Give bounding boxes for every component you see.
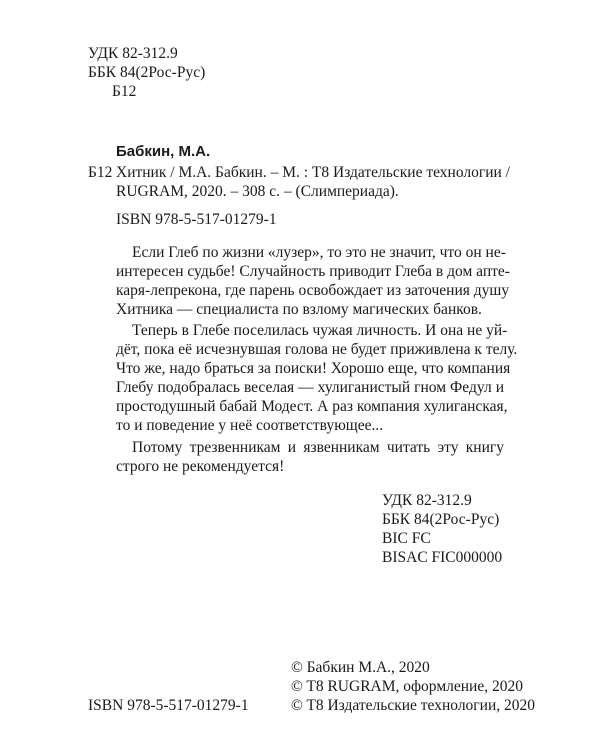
- classification-bbk: ББК 84(2Рос-Рус): [382, 511, 500, 528]
- annotation-line: Если Глеб по жизни «лузер», то это не значит, что он не-: [132, 244, 506, 261]
- top-author-mark: Б12: [112, 83, 137, 100]
- catalog-title-line: RUGRAM, 2020. – 308 с. – (Слимпериада).: [116, 183, 399, 200]
- annotation-line: дёт, пока её исчезнувшая голова не будет приживлена к телу.: [116, 341, 518, 358]
- classification-udk: УДК 82-312.9: [382, 492, 472, 509]
- annotation-line: то и поведение у неё соответствующее...: [116, 417, 384, 434]
- classification-bisac: BISAC FIC000000: [382, 549, 503, 566]
- top-bbk-code: ББК 84(2Рос-Рус): [88, 64, 206, 81]
- classification-bic: BIC FC: [382, 530, 431, 547]
- annotation-line: Хитника — специалиста по взлому магических банков.: [116, 301, 482, 318]
- top-codes-block: [88, 44, 205, 101]
- copyright-line: © T8 Издательские технологии, 2020: [291, 697, 536, 714]
- annotation-line: Теперь в Глебе поселилась чужая личность. И она не уй-: [132, 322, 508, 339]
- copyright-block: [291, 658, 535, 715]
- annotation-line: Что же, надо браться за поиски! Хорошо еще, что компания: [116, 360, 511, 377]
- author-heading: Бабкин, М.А.: [116, 143, 211, 160]
- annotation-line: интересен судьбе! Случайность приводит Глеба в дом апте-: [116, 263, 510, 280]
- annotation-line: Глебу подобралась веселая — хулиганистый гном Федул и: [116, 379, 504, 396]
- annotation-line: строго не рекомендуется!: [116, 458, 285, 475]
- annotation-paragraph-1: [116, 243, 510, 319]
- catalog-author-mark: Б12: [88, 164, 113, 181]
- annotation-line: каря-лепрекона, где парень освобождает из заточения душу: [116, 282, 510, 299]
- annotation-paragraph-2: [116, 321, 518, 435]
- catalog-title-line: Хитник / М.А. Бабкин. – М. : T8 Издательские технологии /: [116, 164, 510, 181]
- classification-block: [382, 491, 502, 567]
- copyright-line: © Бабкин М.А., 2020: [291, 659, 430, 676]
- annotation-line: простодушный бабай Модест. А раз компания хулиганская,: [116, 398, 508, 415]
- annotation-paragraph-3: [116, 438, 504, 476]
- annotation-line: Потому трезвенникам и язвенникам читать эту книгу: [132, 439, 504, 456]
- footer-isbn: ISBN 978-5-517-01279-1: [88, 697, 249, 714]
- catalog-title-block: [116, 163, 510, 201]
- top-udk-code: УДК 82-312.9: [88, 45, 178, 62]
- catalog-isbn: ISBN 978-5-517-01279-1: [116, 211, 277, 228]
- copyright-line: © T8 RUGRAM, оформление, 2020: [291, 678, 523, 695]
